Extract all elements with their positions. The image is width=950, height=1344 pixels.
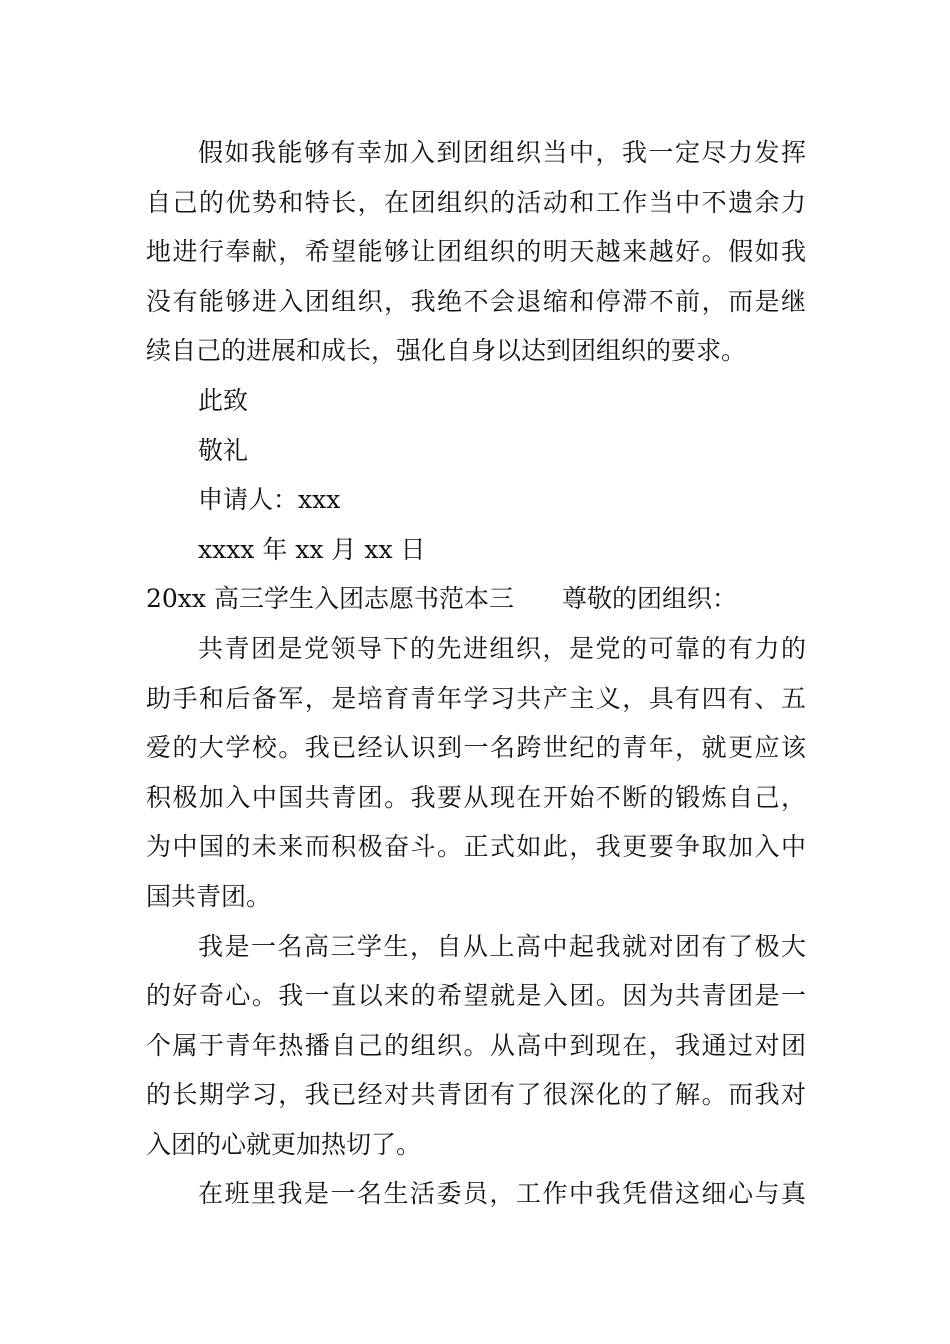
text-line: 共青团是党领导下的先进组织，是党的可靠的有力的	[198, 633, 806, 663]
text-line: 积极加入中国共青团。我要从现在开始不断的锻炼自己，	[146, 782, 806, 812]
text-line: 爱的大学校。我已经认识到一名跨世纪的青年，就更应该	[146, 733, 806, 763]
application-date: xxxx 年 xx 月 xx 日	[198, 534, 426, 564]
text-line: 没有能够进入团组织，我绝不会退缩和停滞不前，而是继	[146, 286, 806, 316]
paragraph-2	[146, 624, 806, 922]
text-line: 在班里我是一名生活委员，工作中我凭借这细心与真	[198, 1179, 806, 1209]
text-line: 入团的心就更加热切了。	[146, 1129, 422, 1159]
text-line: 自己的优势和特长，在团组织的活动和工作当中不遗余力	[146, 187, 806, 217]
closing-cizhi: 此致	[198, 385, 249, 415]
text-line: 为中国的未来而积极奋斗。正式如此，我更要争取加入中	[146, 832, 806, 862]
section-title: 20xx 高三学生入团志愿书范本三	[146, 584, 514, 614]
text-line: 的好奇心。我一直以来的希望就是入团。因为共青团是一	[146, 981, 806, 1011]
document-body	[146, 128, 806, 1219]
text-line: 假如我能够有幸加入到团组织当中，我一定尽力发挥	[198, 138, 806, 167]
applicant-signature: 申请人：xxx	[198, 485, 341, 515]
salutation: 尊敬的团组织：	[561, 584, 737, 614]
text-line: 个属于青年热播自己的组织。从高中到现在，我通过对团	[146, 1030, 806, 1060]
text-line: 我是一名高三学生，自从上高中起我就对团有了极大	[198, 931, 806, 961]
text-line: 续自己的进展和成长，强化自身以达到团组织的要求。	[146, 336, 747, 366]
text-line: 助手和后备军，是培育青年学习共产主义，具有四有、五	[146, 683, 806, 713]
paragraph-1	[146, 128, 806, 376]
paragraph-4	[146, 1169, 806, 1219]
text-line: 地进行奉献，希望能够让团组织的明天越来越好。假如我	[146, 237, 806, 267]
text-line: 国共青团。	[146, 881, 272, 911]
text-line: 的长期学习，我已经对共青团有了很深化的了解。而我对	[146, 1080, 806, 1110]
section-heading	[146, 574, 806, 624]
paragraph-3	[146, 922, 806, 1170]
closing-jingli: 敬礼	[198, 435, 249, 465]
